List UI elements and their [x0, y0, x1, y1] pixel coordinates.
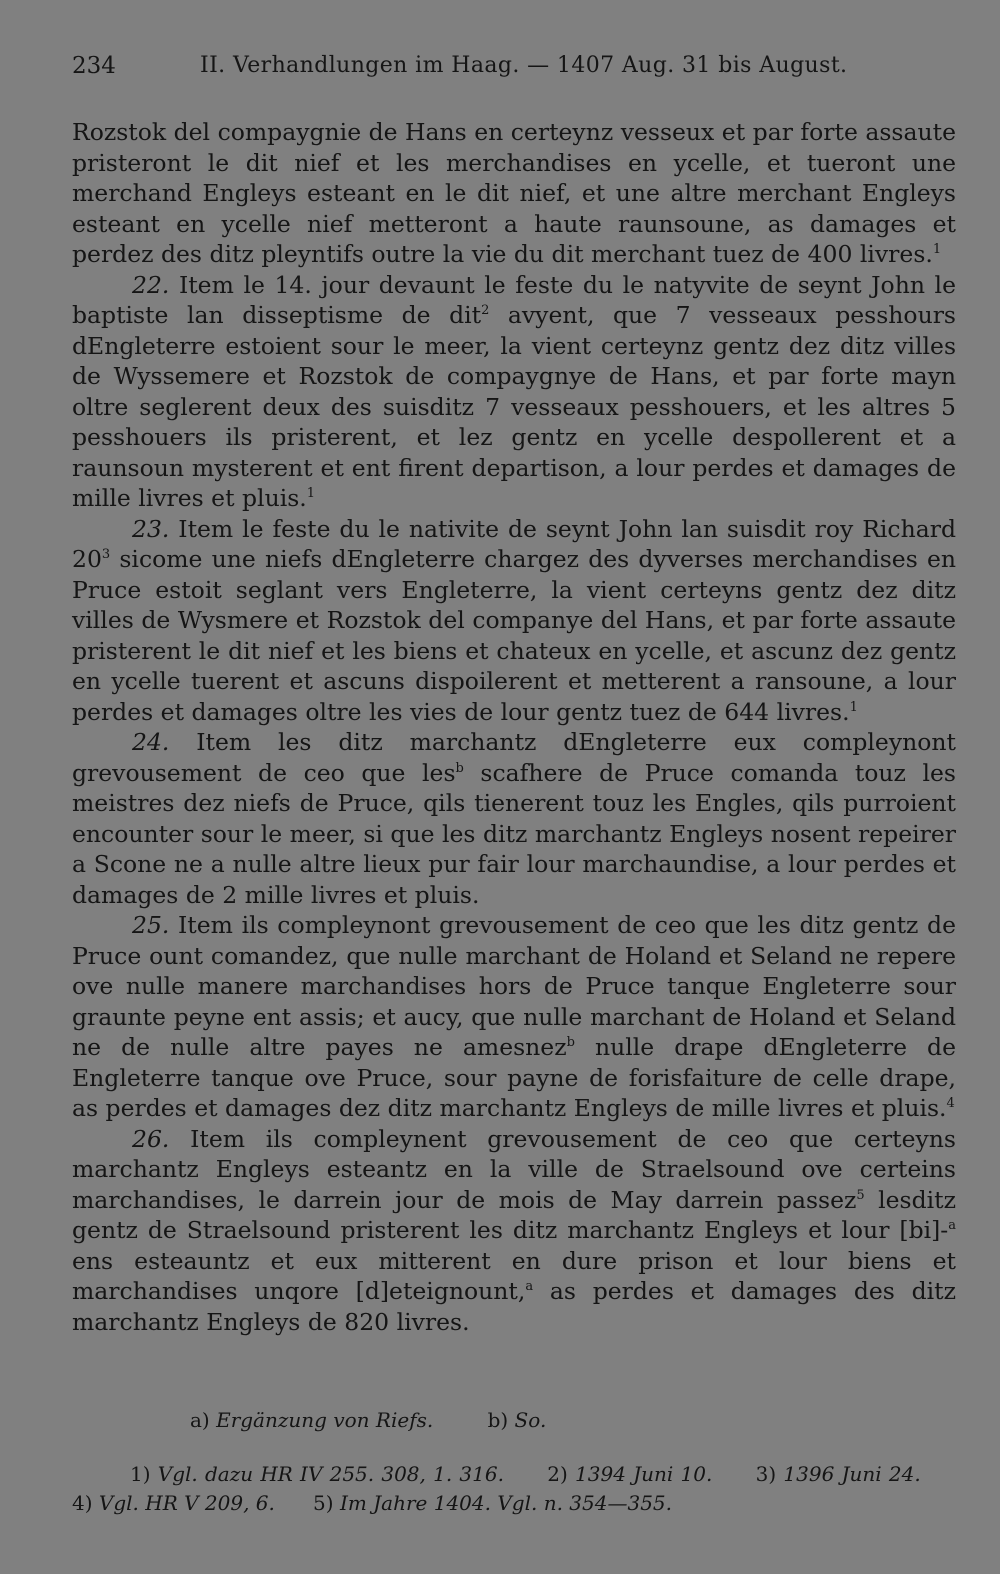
text-notes — [190, 1408, 890, 1432]
paragraph-text: Item ils compleynont grevousement de ceo que les ditz gentz de Pruce ount comandez, que nulle marchant de Holand et Seland ne repere ove nulle manere marchandises hors de Pruce tanque Engleterre sour graunte peyne ent assis; et aucy, que nulle marchant de Holand et Seland ne de nulle altre payes ne amesnez — [72, 911, 956, 1061]
footnote-ref: 1 — [306, 486, 316, 501]
footnote-ref: b — [566, 1035, 575, 1050]
paragraph-text: Item ils compleynent grevousement de ceo que certeyns marchantz Engleys esteantz en la ville de Straelsound ove certeins marchandises, le darrein jour de mois de May darrein passez — [72, 1124, 956, 1214]
paragraph-text: lesditz gentz de Straelsound pristerent les ditz marchantz Engleys et lour [bi]- — [72, 1185, 956, 1244]
page-header — [72, 53, 956, 87]
footnote-2-text: 1394 Juni 10. — [575, 1462, 713, 1486]
paragraph-text: scafhere de Pruce comanda touz les meistres dez niefs de Pruce, qils tienerent touz les Engles, qils purroient encounter sour le meer, si que les ditz marchantz Engleys nosent repeirer a Scone ne a nulle altre lieux pur fair lour marchaundise, a lour perdes et damages de 2 mille livres et pluis. — [72, 758, 956, 909]
item-list — [72, 270, 956, 1338]
paragraph-item — [72, 910, 956, 1124]
paragraph-text: ens esteauntz et eux mitterent en dure prison et lour biens et marchandises unqore [d]eteignount, — [72, 1246, 956, 1305]
footnote-ref: b — [455, 760, 464, 776]
footnote-ref: 3 — [101, 547, 111, 562]
footnote-5-mark: 5) — [313, 1491, 334, 1515]
footnote-5-text: Im Jahre 1404. Vgl. n. 354—355. — [339, 1491, 673, 1515]
footnote-ref: 1 — [932, 242, 942, 257]
item-number: 24. — [132, 728, 170, 756]
paragraph-item — [72, 514, 956, 728]
footnote-3-text: 1396 Juni 24. — [783, 1462, 921, 1486]
note-b-mark: b) — [487, 1408, 509, 1432]
page-number: 234 — [72, 53, 116, 79]
paragraph-text: sicome une niefs dEngleterre chargez des dyverses merchandises en Pruce estoit seglant vers Engleterre, la vient certeyns gentz dez ditz villes de Wysmere et Rozstok del companye del Hans, et par forte assaute pristerent le dit nief et les biens et chateux en ycelle, et ascunz dez gentz en ycelle tuerent et ascuns dispoilerent et metterent a ransoune, a lour perdes et damages oltre les vies de lour gentz tuez de 644 livres. — [72, 545, 956, 726]
paragraph-text: Item le feste du le nativite de seynt John lan suisdit roy Richard 20 — [72, 514, 956, 573]
item-number: 22. — [132, 270, 170, 299]
footnote-4-text: Vgl. HR V 209, 6. — [98, 1491, 275, 1515]
note-b-text: So. — [514, 1408, 547, 1432]
paragraph-text: Item les ditz marchantz dEngleterre eux compleynont grevousement de ceo que les — [72, 728, 956, 787]
paragraph-item — [72, 270, 956, 514]
paragraph-item — [72, 1124, 956, 1338]
paragraph-text: Item le 14. jour devaunt le feste du le natyvite de seynt John le baptiste lan disseptisme de dit — [72, 270, 956, 329]
footnote-1-text: Vgl. dazu HR IV 255. 308, 1. 316. — [157, 1462, 504, 1486]
footnote-ref: 4 — [946, 1096, 955, 1111]
footnote-1-mark: 1) — [130, 1462, 151, 1486]
item-number: 26. — [132, 1124, 170, 1153]
note-a-text: Ergänzung von Riefs. — [216, 1408, 434, 1432]
footnotes — [72, 1460, 956, 1518]
note-a-mark: a) — [190, 1408, 210, 1432]
footnote-ref: a — [948, 1218, 956, 1233]
body-text — [72, 117, 956, 1337]
paragraph-item — [72, 727, 956, 910]
footnote-ref: a — [525, 1279, 534, 1294]
footnote-2-mark: 2) — [547, 1462, 568, 1486]
footnote-ref: 5 — [856, 1187, 865, 1203]
footnote-ref: 1 — [849, 699, 858, 715]
footnote-4-mark: 4) — [72, 1491, 93, 1515]
item-number: 25. — [132, 911, 170, 939]
footnote-ref: 2 — [481, 303, 490, 318]
item-number: 23. — [132, 514, 170, 543]
paragraph-text: nulle drape dEngleterre de Engleterre tanque ove Pruce, sour payne de forisfaiture de celle drape, as perdes et damages dez ditz marchantz Engleys de mille livres et pluis. — [72, 1033, 956, 1122]
paragraph-intro — [72, 117, 956, 270]
paragraph-text: as perdes et damages des ditz marchantz Engleys de 820 livres. — [72, 1277, 957, 1336]
paragraph-text: avyent, que 7 vesseaux pesshours dEngleterre estoient sour le meer, la vient certeynz gentz dez ditz villes de Wyssemere et Rozstok de compaygnye de Hans, et par forte mayn oltre seglerent deux des suisditz 7 vesseaux pesshouers, et les altres 5 pesshouers ils pristerent, et lez gentz en ycelle despollerent et a raunsoun mysterent et ent firent departison, a lour perdes et damages de mille livres et pluis. — [72, 301, 956, 512]
paragraph-text: Rozstok del compaygnie de Hans en certeynz vesseux et par forte assaute pristeront le dit nief et les merchandises en ycelle, et tueront une merchand Engleys esteant en le dit nief, et une altre merchant Engleys esteant en ycelle nief metteront a haute raunsoune, as damages et perdez des ditz pleyntifs outre la vie du dit merchant tuez de 400 livres. — [72, 118, 956, 268]
running-title: II. Verhandlungen im Haag. — 1407 Aug. 31 bis August. — [200, 53, 848, 78]
footnote-3-mark: 3) — [755, 1462, 777, 1486]
